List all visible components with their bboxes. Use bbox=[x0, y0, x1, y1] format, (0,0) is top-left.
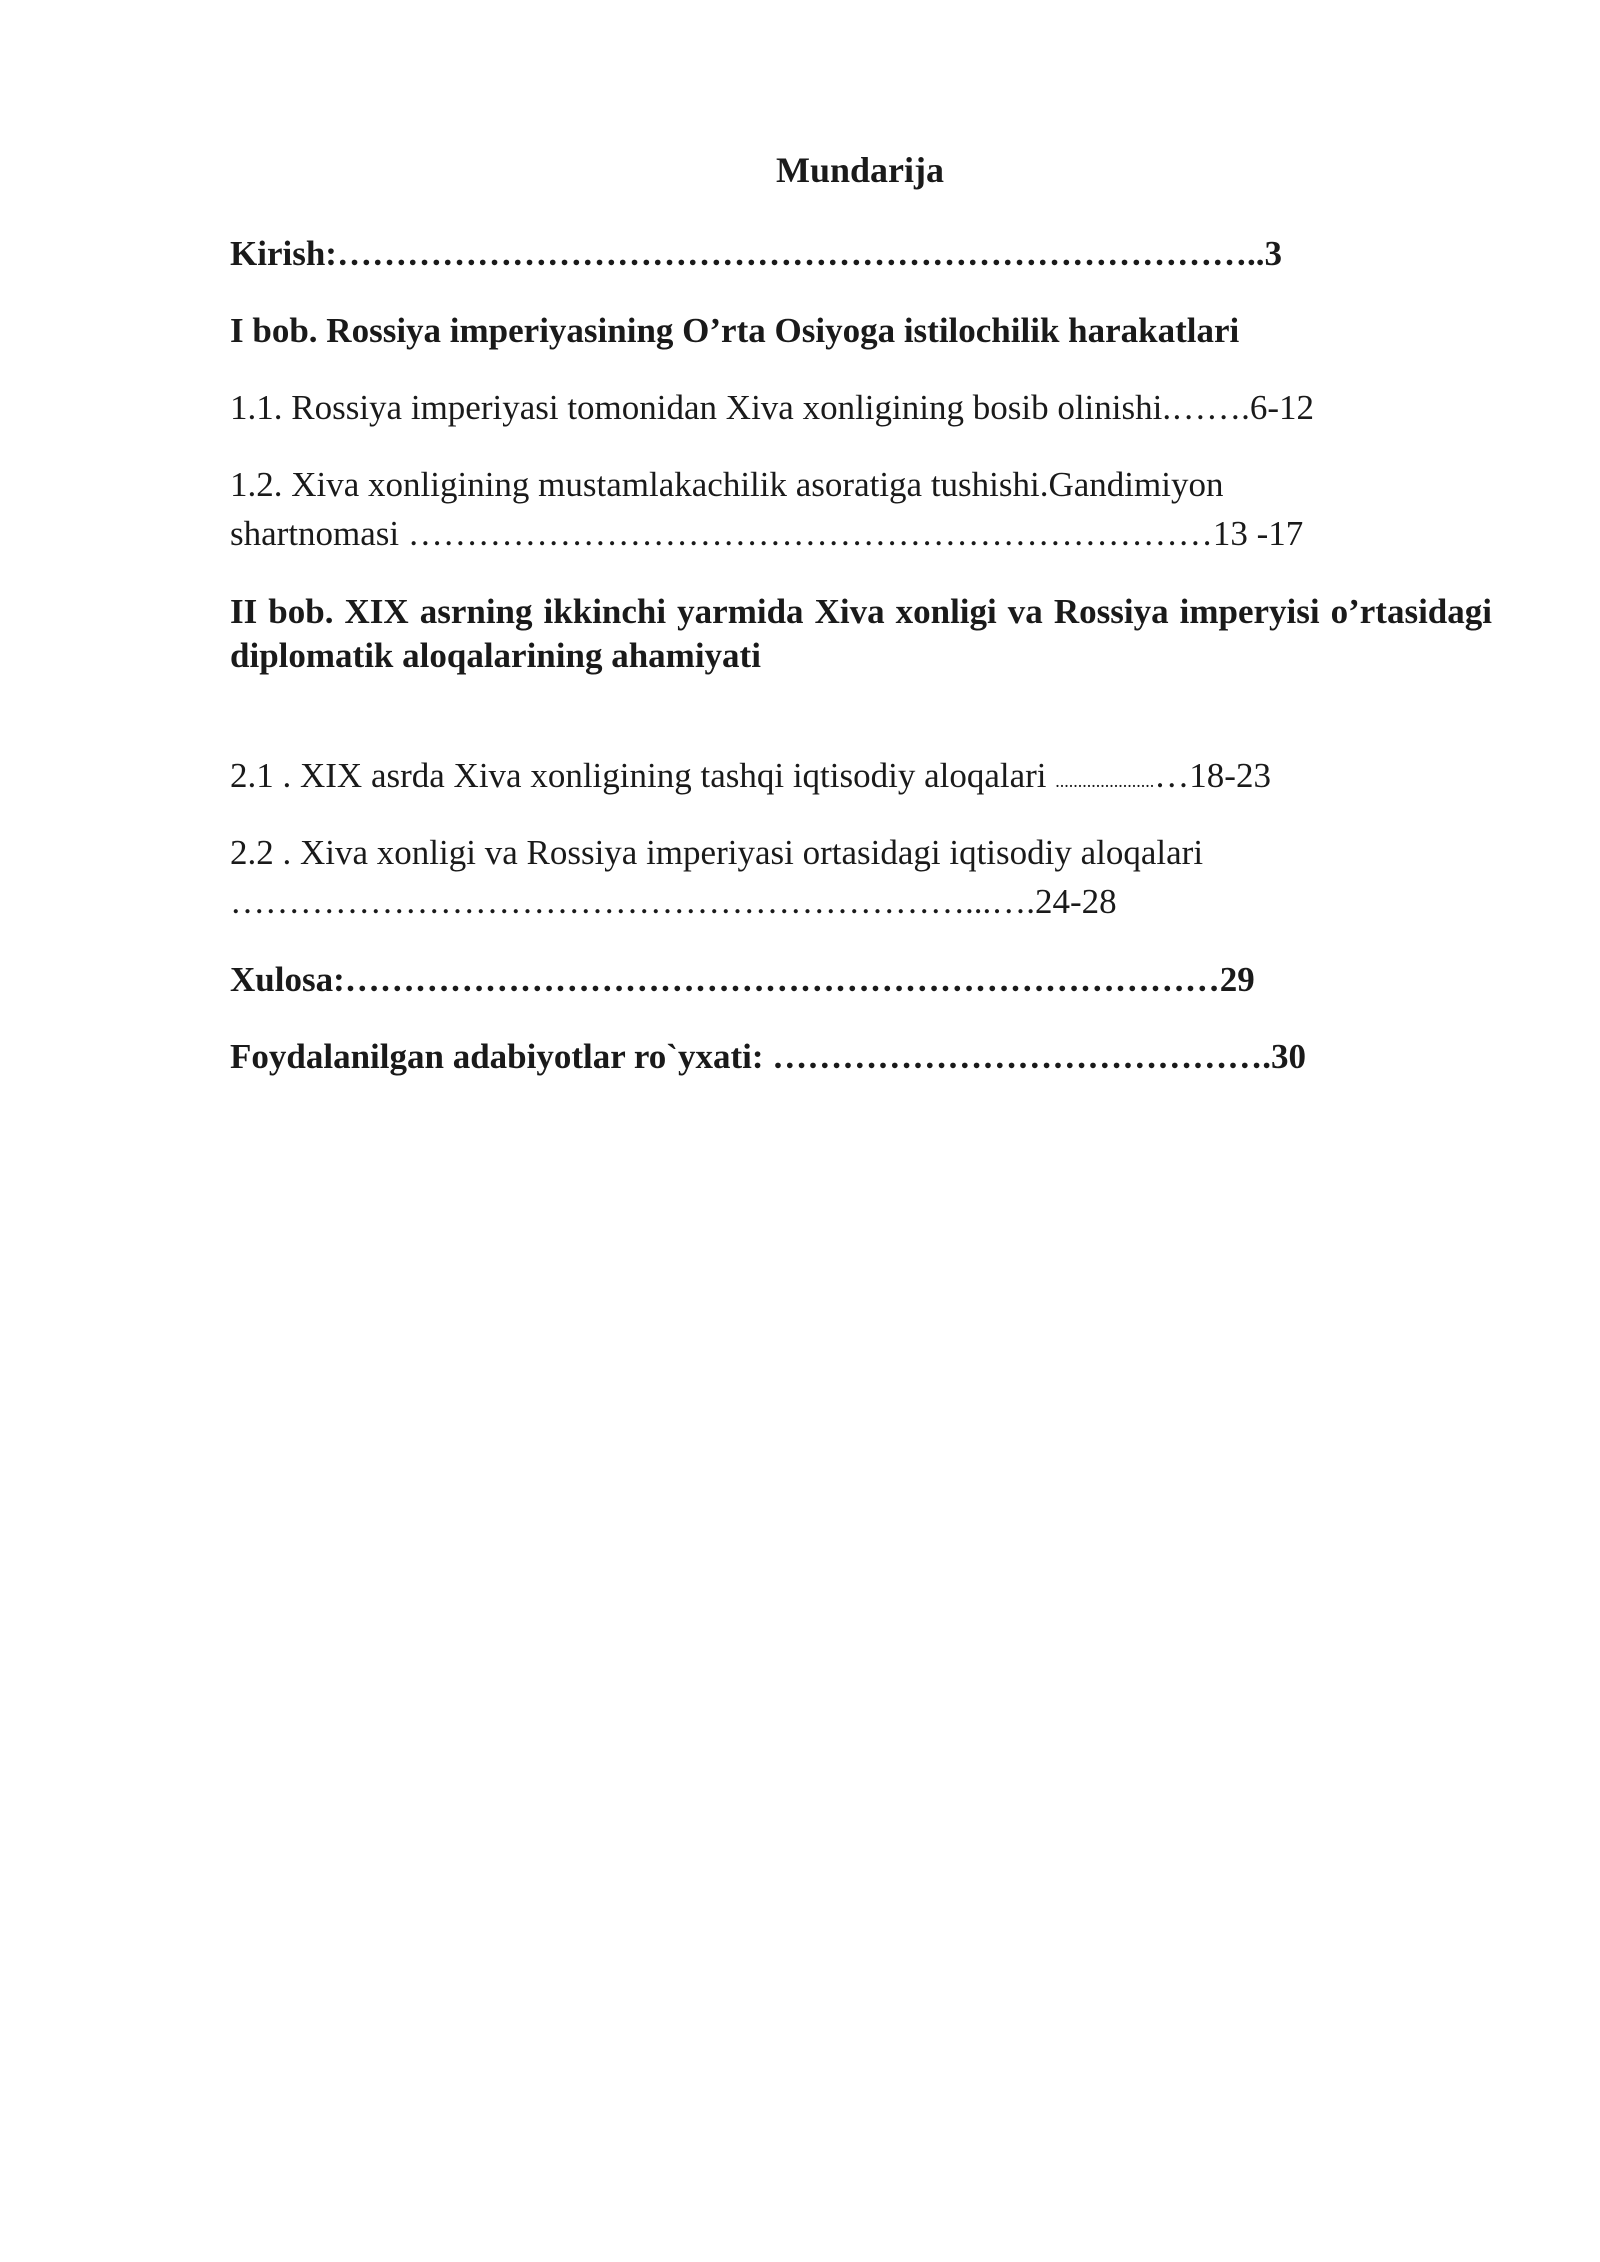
toc-entry-section-2-2-line-1: 2.2 . Xiva xonligi va Rossiya imperiyasi ortasidagi iqtisodiy aloqalari bbox=[230, 833, 1204, 872]
toc-entry-section-2-2-line-2: ………………………………………………………...….24-28 bbox=[230, 882, 1117, 921]
toc-entry-references: Foydalanilgan adabiyotlar ro`yxati: …………………………………….30 bbox=[230, 1037, 1306, 1076]
section-2-1-page: …18-23 bbox=[1154, 756, 1271, 795]
toc-title: Mundarija bbox=[775, 150, 944, 190]
toc-entry-section-1-2-line-2: shartnomasi ……………………………………………………………13 -17 bbox=[230, 514, 1304, 553]
toc-entry-section-1-1: 1.1. Rossiya imperiyasi tomonidan Xiva xonligining bosib olinishi.…….6-12 bbox=[230, 388, 1314, 427]
section-2-1-dot-leader: ...................... bbox=[1055, 771, 1155, 791]
toc-entry-chapter-2: II bob. XIX asrning ikkinchi yarmida Xiva xonligi va Rossiya imperyisi o’rtasidagi diplomatik aloqalarining ahamiyati bbox=[230, 592, 1492, 675]
toc-entry-intro: Kirish:……………………………………………………………………..3 bbox=[230, 234, 1282, 273]
section-2-1-text: 2.1 . XIX asrda Xiva xonligining tashqi iqtisodiy aloqalari bbox=[230, 756, 1056, 795]
toc-entry-section-2-1 bbox=[230, 752, 1271, 805]
toc-entry-section-1-2-line-1: 1.2. Xiva xonligining mustamlakachilik asoratiga tushishi.Gandimiyon bbox=[230, 465, 1224, 504]
toc-entry-conclusion: Xulosa:…………………………………………………………………29 bbox=[230, 960, 1255, 999]
toc-entry-chapter-1: I bob. Rossiya imperiyasining O’rta Osiyoga istilochilik harakatlari bbox=[230, 311, 1240, 350]
